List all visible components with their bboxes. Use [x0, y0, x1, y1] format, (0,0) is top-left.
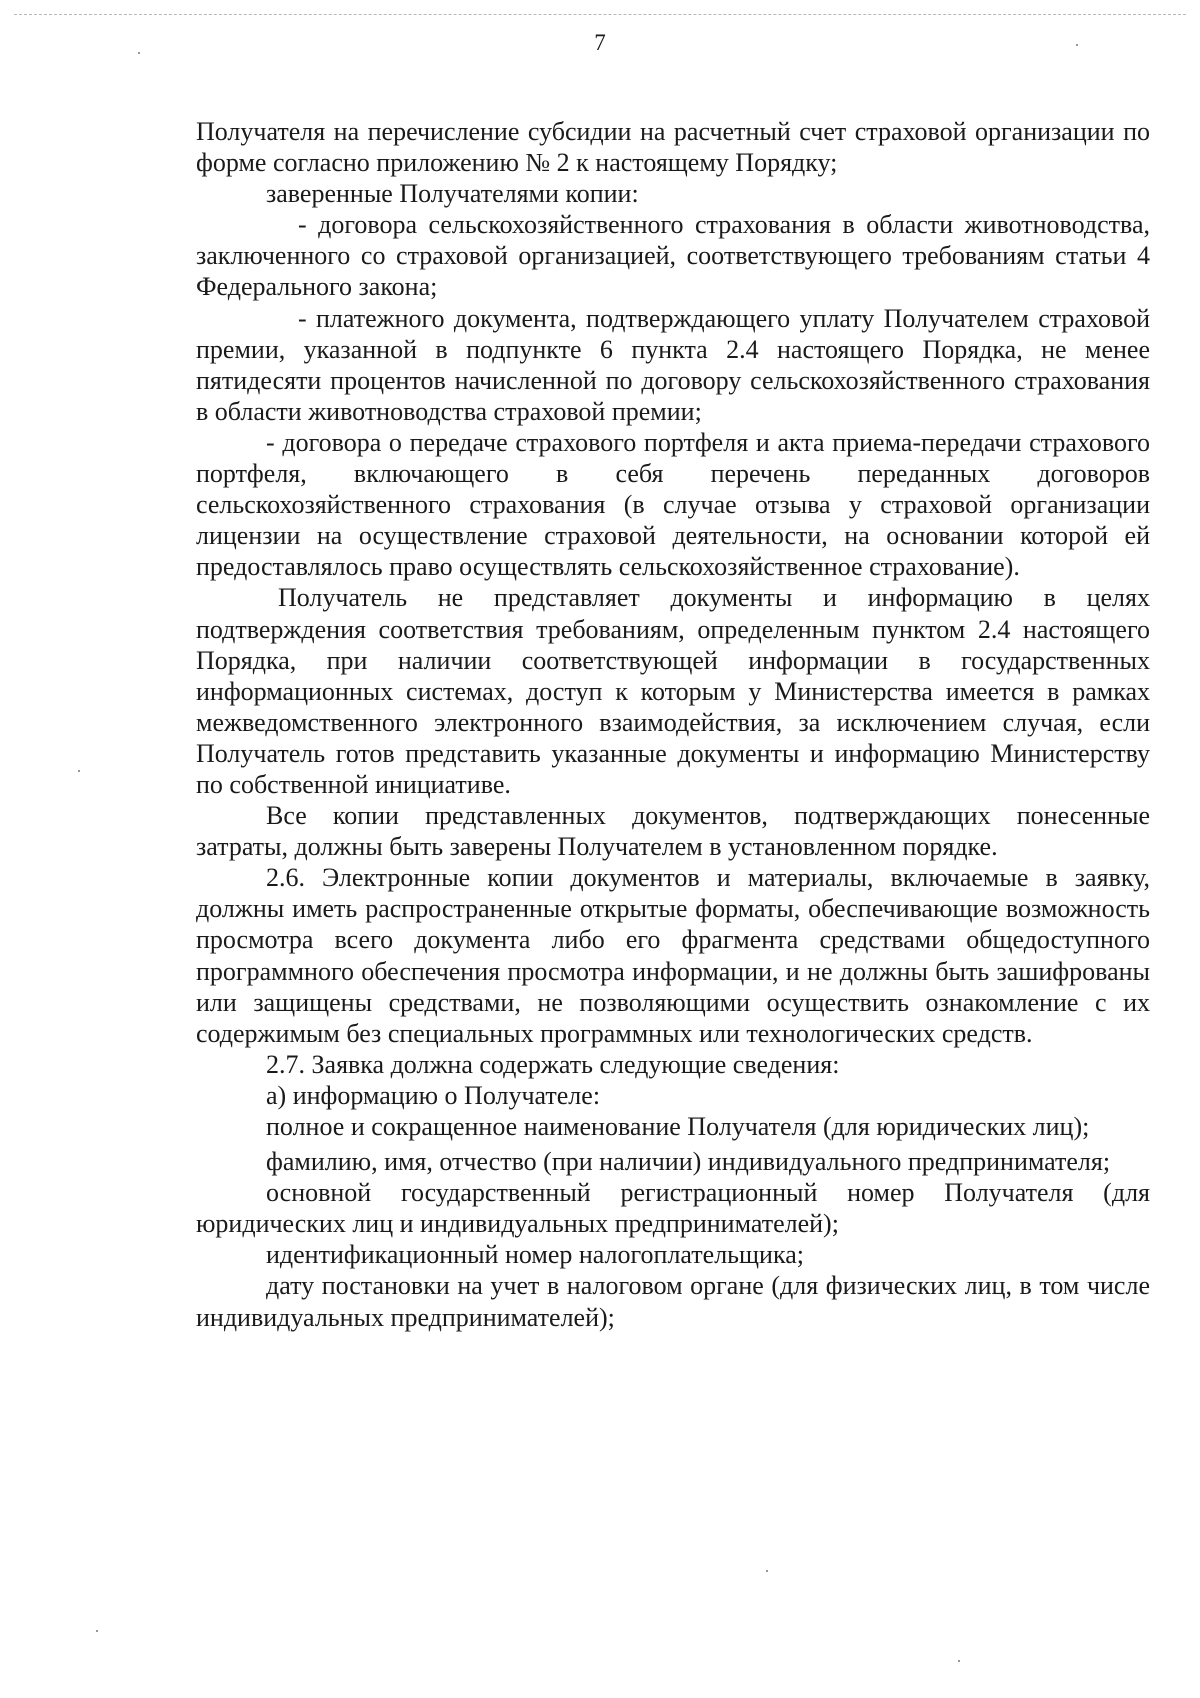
scan-speck: [1076, 44, 1078, 46]
scan-speck: [138, 52, 140, 54]
paragraph: основной государственный регистрационный номер Получателя (для юридических лиц и индивидуальных предпринимателей);: [196, 1178, 1150, 1239]
paragraph: фамилию, имя, отчество (при наличии) индивидуального предпринимателя;: [266, 1147, 1111, 1177]
list-item: - договора о передаче страхового портфеля и акта приема-передачи страхового портфеля, включающего в себя перечень переданных договоров сельскохозяйственного страхования (в случае отзыва у страховой организации лицензии на осуществление страховой деятельности, на основании которой ей предоставлялось право осуществлять сельскохозяйственное страхование).: [196, 427, 1150, 582]
paragraph: Все копии представленных документов, подтверждающих понесенные затраты, должны быть заверены Получателем в установленном порядке.: [196, 801, 1150, 862]
document-body: [196, 116, 1150, 1333]
list-item: - договора сельскохозяйственного страхования в области животноводства, заключенного со страховой организацией, соответствующего требованиям статьи 4 Федерального закона;: [196, 210, 1150, 302]
scan-speck: [96, 1630, 98, 1632]
paragraph: Получатель не представляет документы и информацию в целях подтверждения соответствия требованиям, определенным пунктом 2.4 настоящего Порядка, при наличии соответствующей информации в государственных информационных системах, доступ к которым у Министерства имеется в рамках межведомственного электронного взаимодействия, за исключением случая, если Получатель готов представить указанные документы и информацию Министерству по собственной инициативе.: [196, 583, 1150, 799]
list-item: - платежного документа, подтверждающего уплату Получателем страховой премии, указанной в подпункте 6 пункта 2.4 настоящего Порядка, не менее пятидесяти процентов начисленной по договору сельскохозяйственного страхования в области животноводства страховой премии;: [196, 303, 1150, 426]
paragraph: Получателя на перечисление субсидии на расчетный счет страховой организации по форме согласно приложению № 2 к настоящему Порядку;: [196, 117, 1150, 178]
paragraph: идентификационный номер налогоплательщика;: [266, 1240, 804, 1270]
paragraph: полное и сокращенное наименование Получателя (для юридических лиц);: [266, 1112, 1090, 1141]
paragraph: дату постановки на учет в налоговом органе (для физических лиц, в том числе индивидуальных предпринимателей);: [196, 1271, 1150, 1332]
paragraph: заверенные Получателями копии:: [266, 179, 639, 209]
scan-speck: [78, 770, 80, 772]
paragraph: 2.6. Электронные копии документов и материалы, включаемые в заявку, должны иметь распространенные открытые форматы, обеспечивающие возможность просмотра всего документа либо его фрагмента средствами общедоступного программного обеспечения просмотра информации, и не должны быть зашифрованы или защищены средствами, не позволяющими осуществить ознакомление с их содержимым без специальных программных или технологических средств.: [196, 863, 1150, 1048]
scan-speck: [958, 1660, 960, 1662]
paragraph: 2.7. Заявка должна содержать следующие сведения:: [266, 1049, 840, 1079]
scan-edge: [14, 14, 1186, 15]
page-number: 7: [594, 30, 606, 55]
scan-speck: [766, 1570, 768, 1572]
paragraph: а) информацию о Получателе:: [266, 1080, 601, 1110]
